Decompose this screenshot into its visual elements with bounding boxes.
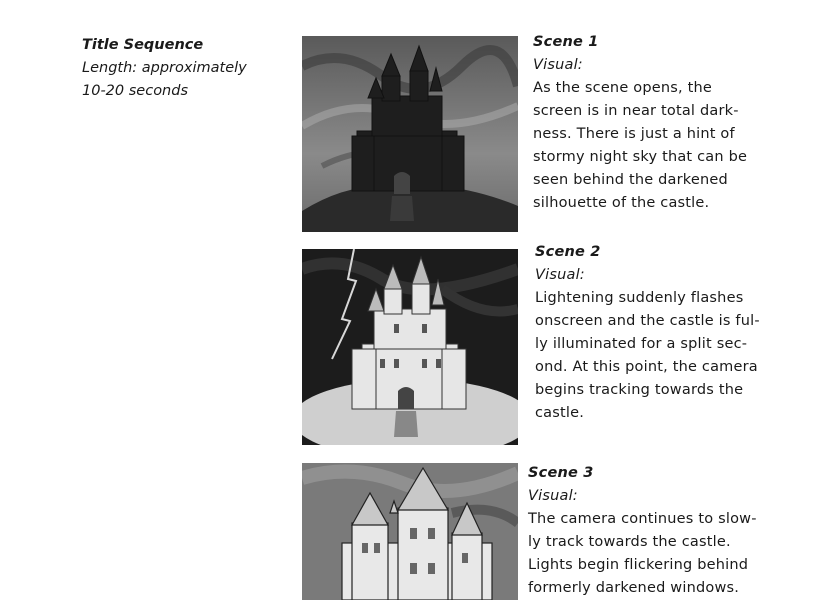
scene-2-label: Scene 2 <box>535 244 601 260</box>
sequence-title: Title Sequence <box>82 37 204 53</box>
closeup-castle-sketch-icon <box>302 463 518 600</box>
scene-1-text: As the scene opens, the screen is in near total dark- ness. There is just a hint of stormy night sky that can be seen behind the darkened silhouette of the castle. <box>533 80 748 211</box>
sequence-info <box>82 34 247 103</box>
lit-castle-lightning-sketch-icon <box>302 249 518 445</box>
scene-1-description <box>533 31 773 215</box>
sequence-length-line1: Length: approximately <box>82 60 247 76</box>
scene-3-description <box>528 462 768 600</box>
scene-3-label: Scene 3 <box>528 465 594 481</box>
scene-3-visual-label: Visual: <box>528 488 578 504</box>
dark-castle-sketch-icon <box>302 36 518 232</box>
scene-2-text: Lightening suddenly flashes onscreen and the castle is ful- ly illuminated for a split sec- ond. At this point, the camera begins tracking towards the castle. <box>535 290 760 421</box>
sequence-length-line2: 10-20 seconds <box>82 83 189 99</box>
scene-1-image <box>302 36 518 232</box>
scene-1-visual-label: Visual: <box>533 57 583 73</box>
scene-3-image <box>302 463 518 600</box>
scene-2-visual-label: Visual: <box>535 267 585 283</box>
scene-2-description <box>535 241 775 425</box>
scene-1-label: Scene 1 <box>533 34 599 50</box>
scene-2-image <box>302 249 518 445</box>
scene-3-text: The camera continues to slow- ly track towards the castle. Lights begin flickering behind formerly darkened windows. <box>528 511 757 596</box>
